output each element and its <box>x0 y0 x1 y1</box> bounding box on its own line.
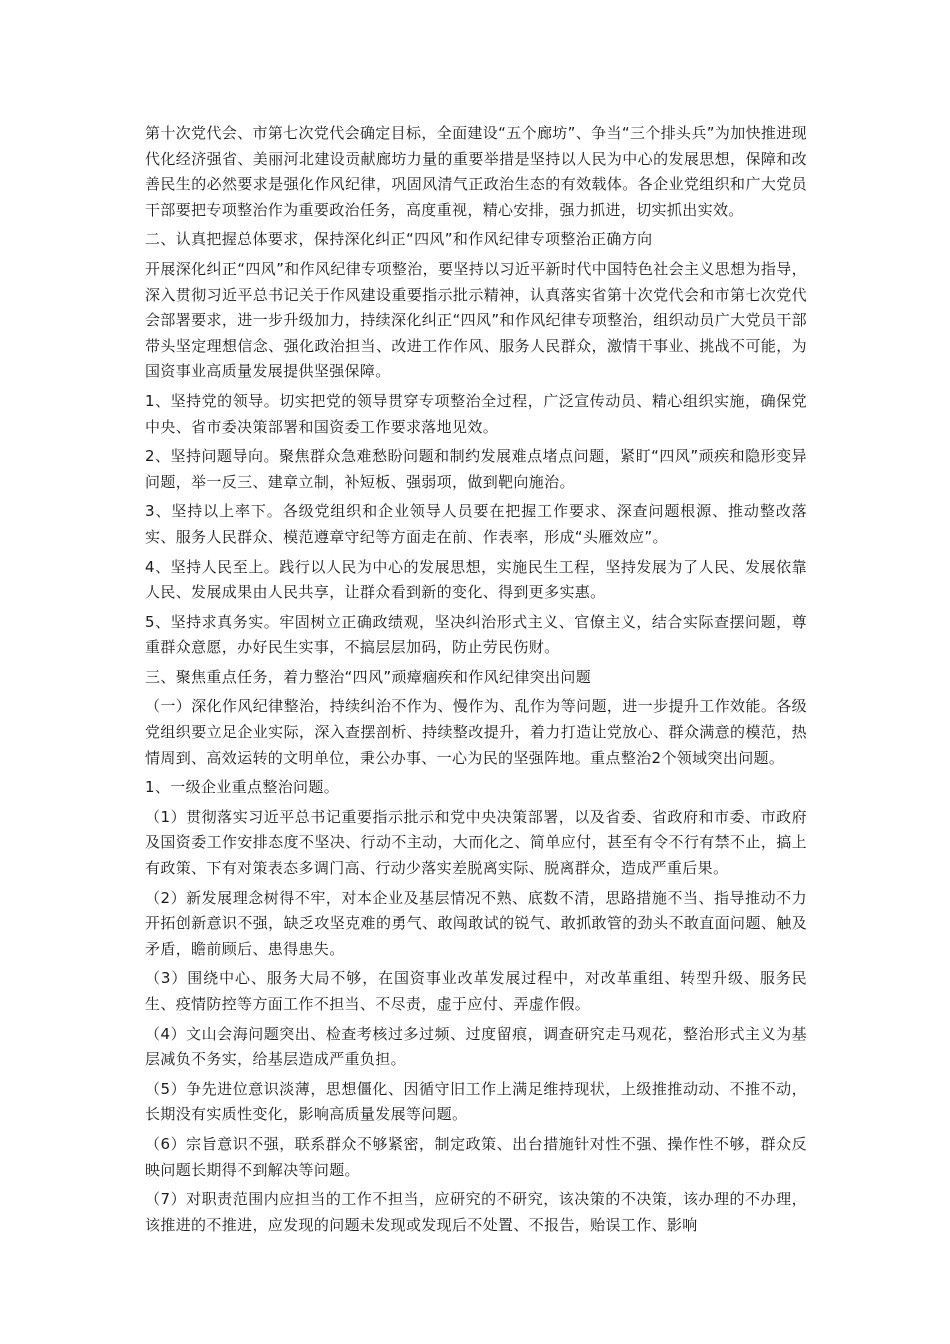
list-item-5: 5、坚持求真务实。牢固树立正确政绩观，坚决纠治形式主义、官僚主义，结合实际查摆问题，尊重群众意愿，办好民生实事，不搞层层加码，防止劳民伤财。 <box>145 612 807 657</box>
subsection-heading: 1、一级企业重点整治问题。 <box>145 778 340 797</box>
list-item-2: 2、坚持问题导向。聚焦群众急难愁盼问题和制约发展难点堵点问题，紧盯“四风”顽疾和隐形变异问题，举一反三、建章立制，补短板、强弱项，做到靶向施治。 <box>145 447 807 491</box>
document-body <box>145 121 807 1242</box>
problem-item-3: （3）围绕中心、服务大局不够，在国资事业改革发展过程中，对改革重组、转型升级、服务民生、疫情防控等方面工作不担当、不尽责，虚于应付、弄虚作假。 <box>145 969 807 1013</box>
list-item-3: 3、坚持以上率下。各级党组织和企业领导人员要在把握工作要求、深查问题根源、推动整改落实、服务人民群众、模范遵章守纪等方面走在前、作表率，形成“头雁效应”。 <box>145 502 807 546</box>
problem-item-4: （4）文山会海问题突出、检查考核过多过频、过度留痕，调查研究走马观花，整治形式主义为基层减负不务实，给基层造成严重负担。 <box>145 1024 807 1069</box>
body-paragraph: 开展深化纠正“四风”和作风纪律专项整治，要坚持以习近平新时代中国特色社会主义思想为指导，深入贯彻习近平总书记关于作风建设重要指示批示精神，认真落实省第十次党代会和市第七次党代会部署要求，进一步升级加力，持续深化纠正“四风”和作风纪律专项整治，组织动员广大党员干部带头坚定理想信念、强化政治担当、改进工作作风、服务人民群众，激情干事业、挑战不可能，为国资事业高质量发展提供坚强保障。 <box>145 259 807 381</box>
problem-item-2: （2）新发展理念树得不牢，对本企业及基层情况不熟、底数不清，思路措施不当、指导推动不力开拓创新意识不强，缺乏攻坚克难的勇气、敢闯敢试的锐气、敢抓敢管的劲头不敢直面问题、触及矛盾，瞻前顾后、患得患失。 <box>145 888 807 958</box>
section-heading-2: 二、认真把握总体要求，保持深化纠正“四风”和作风纪律专项整治正确方向 <box>145 230 653 249</box>
intro-paragraph: 第十次党代会、市第七次党代会确定目标，全面建设“五个廊坊”、争当“三个排头兵”为加快推进现代化经济强省、美丽河北建设贡献廊坊力量的重要举措是坚持以人民为中心的发展思想，保障和改善民生的必然要求是强化作风纪律，巩固风清气正政治生态的有效载体。各企业党组织和广大党员干部要把专项整治作为重要政治任务，高度重视，精心安排，强力抓进，切实抓出实效。 <box>145 124 807 219</box>
list-item-1: 1、坚持党的领导。切实把党的领导贯穿专项整治全过程，广泛宣传动员、精心组织实施，确保党中央、省市委决策部署和国资委工作要求落地见效。 <box>145 391 807 436</box>
list-item-4: 4、坚持人民至上。践行以人民为中心的发展思想，实施民生工程，坚持发展为了人民、发展依靠人民、发展成果由人民共享，让群众看到新的变化、得到更多实惠。 <box>145 557 807 602</box>
subsection-1: （一）深化作风纪律整治，持续纠治不作为、慢作为、乱作为等问题，进一步提升工作效能。各级党组织要立足企业实际，深入查摆剖析、持续整改提升，着力打造让党放心、群众满意的模范，热情周到、高效运转的文明单位，秉公办事、一心为民的坚强阵地。重点整治2个领域突出问题。 <box>145 697 807 767</box>
problem-item-1: （1）贯彻落实习近平总书记重要指示批示和党中央决策部署，以及省委、省政府和市委、市政府及国资委工作安排态度不坚决、行动不主动，大而化之、简单应付，甚至有令不行有禁不止，搞上有政策、下有对策表态多调门高、行动少落实差脱离实际、脱离群众，造成严重后果。 <box>145 807 807 878</box>
problem-item-6: （6）宗旨意识不强，联系群众不够紧密，制定政策、出台措施针对性不强、操作性不够，群众反映问题长期得不到解决等问题。 <box>145 1134 807 1179</box>
section-heading-3: 三、聚焦重点任务，着力整治“四风”顽瘴痼疾和作风纪律突出问题 <box>145 667 592 686</box>
problem-item-5: （5）争先进位意识淡薄，思想僵化、因循守旧工作上满足维持现状，上级推推动动、不推不动，长期没有实质性变化，影响高质量发展等问题。 <box>145 1079 807 1124</box>
problem-item-7: （7）对职责范围内应担当的工作不担当，应研究的不研究，该决策的不决策，该办理的不办理，该推进的不推进，应发现的问题未发现或发现后不处置、不报告，贻误工作、影响 <box>145 1190 807 1234</box>
